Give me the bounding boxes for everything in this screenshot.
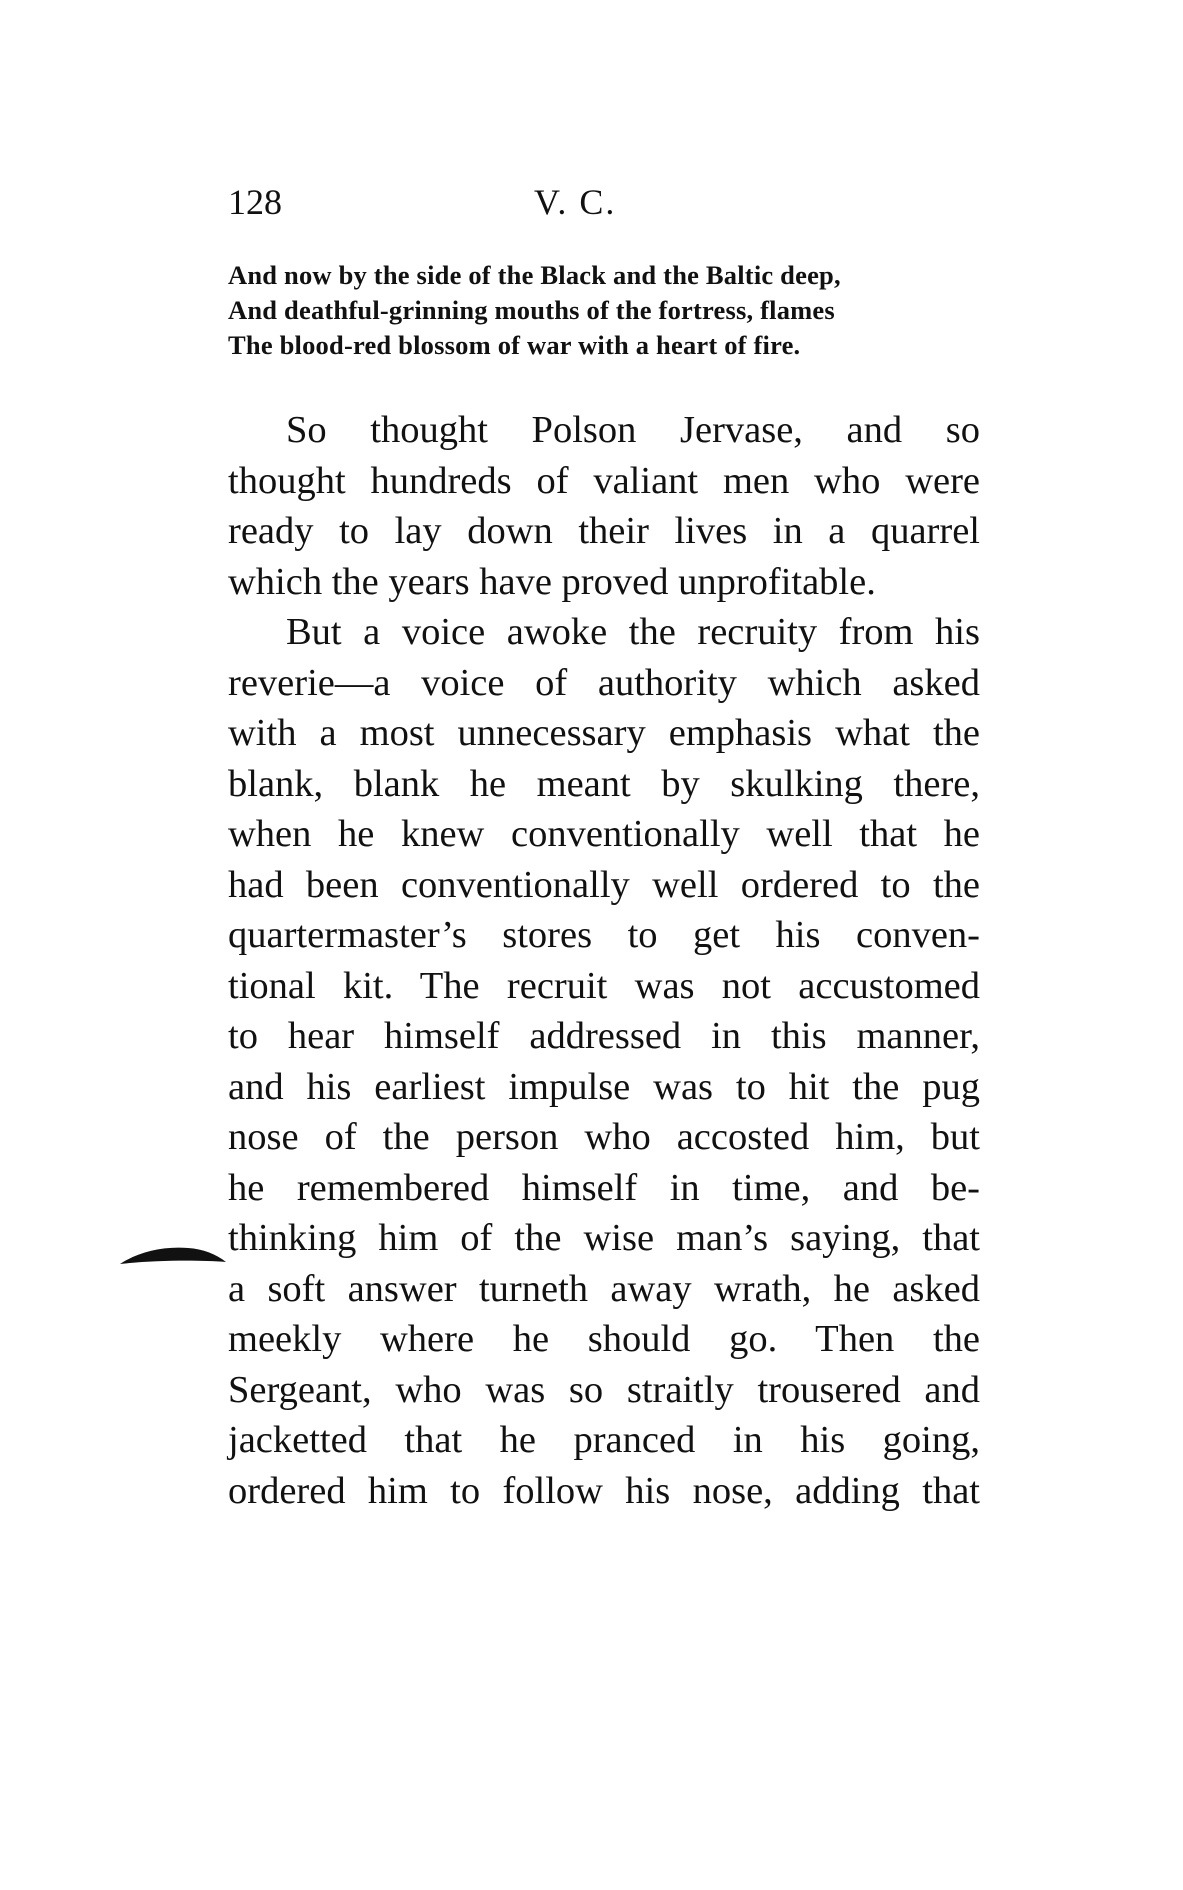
text-line: nose of the person who accosted him, but <box>228 1116 980 1158</box>
text-line: meekly where he should go. Then the <box>228 1318 980 1360</box>
text-line: to hear himself addressed in this manner, <box>228 1015 980 1057</box>
text-line: a soft answer turneth away wrath, he asked <box>228 1267 980 1310</box>
text-line: reverie—a voice of authority which asked <box>228 661 980 704</box>
text-line: thinking him of the wise man’s saying, that <box>228 1217 980 1259</box>
text-line: had been conventionally well ordered to the <box>228 863 980 906</box>
paragraph-1 <box>228 405 980 607</box>
text-line: and his earliest impulse was to hit the pug <box>228 1065 980 1108</box>
text-line: thought hundreds of valiant men who were <box>228 459 980 502</box>
text-line: Sergeant, who was so straitly trousered and <box>228 1368 980 1411</box>
text-line: ready to lay down their lives in a quarrel <box>228 510 980 552</box>
verse-line: The blood-red blossom of war with a heart of fire. <box>228 330 801 360</box>
text-line: when he knew conventionally well that he <box>228 813 980 855</box>
ink-smudge-shape <box>120 1248 226 1264</box>
text-line: But a voice awoke the recruity from his <box>286 611 980 653</box>
epigraph-verse <box>228 258 980 363</box>
text-line: quartermaster’s stores to get his conven- <box>228 914 980 956</box>
paragraph-2 <box>228 607 980 1516</box>
text-line: with a most unnecessary emphasis what the <box>228 712 980 754</box>
text-line: ordered him to follow his nose, adding that <box>228 1469 980 1512</box>
verse-line: And deathful-grinning mouths of the fortress, flames <box>228 295 835 325</box>
text-line: blank, blank he meant by skulking there, <box>228 762 980 805</box>
text-line: So thought Polson Jervase, and so <box>286 409 980 451</box>
verse-line: And now by the side of the Black and the Baltic deep, <box>228 260 841 290</box>
text-line: which the years have proved unprofitable. <box>228 560 876 603</box>
running-title: V. C. <box>534 182 617 222</box>
ink-smudge-mark-icon <box>118 1238 228 1268</box>
running-head <box>228 172 988 232</box>
text-line: jacketted that he pranced in his going, <box>228 1419 980 1461</box>
page-number: 128 <box>228 182 282 222</box>
body-text <box>228 405 980 1516</box>
text-line: he remembered himself in time, and be- <box>228 1166 980 1209</box>
text-line: tional kit. The recruit was not accustomed <box>228 964 980 1007</box>
